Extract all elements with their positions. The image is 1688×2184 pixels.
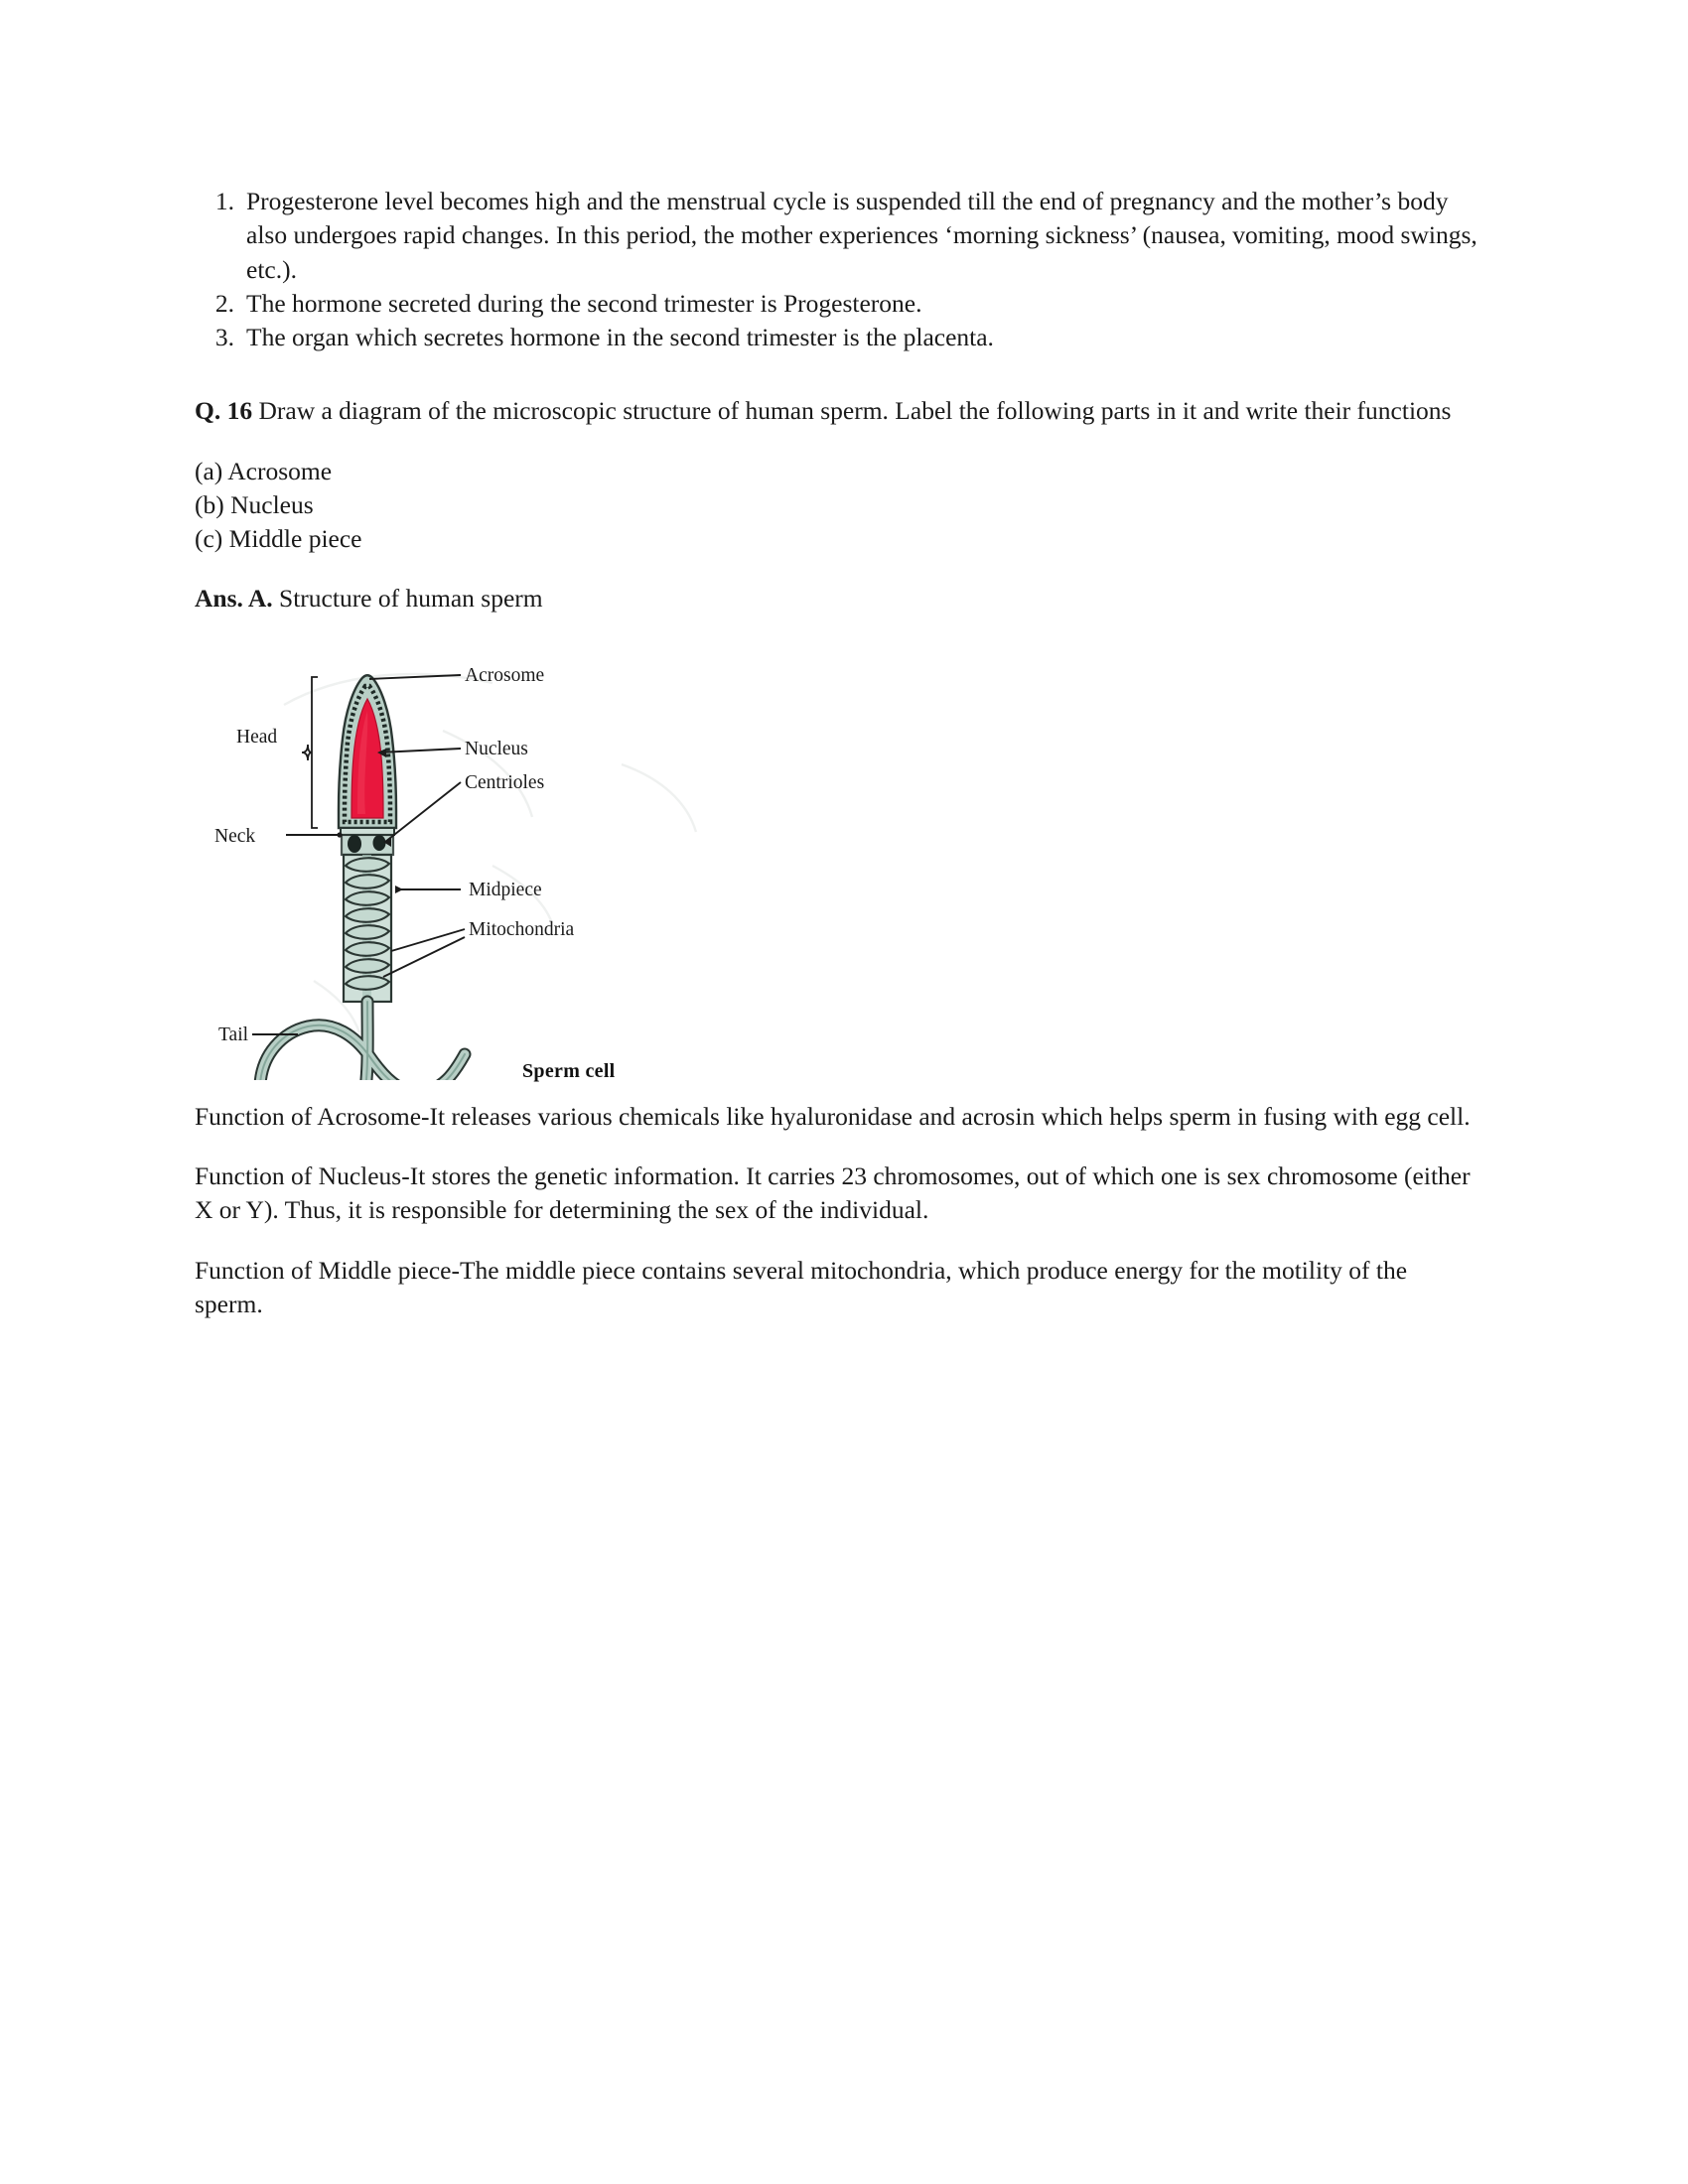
question-part-b: (b) Nucleus — [195, 489, 314, 519]
question-text: Draw a diagram of the microscopic structure of human sperm. Label the following parts in it and write their functions — [252, 396, 1452, 426]
spacer — [195, 354, 1480, 394]
label-neck: Neck — [214, 825, 256, 847]
midpiece-arrowhead — [395, 886, 403, 893]
page-content — [195, 185, 1480, 1321]
figure-caption: Sperm cell — [522, 1059, 616, 1082]
label-centrioles: Centrioles — [465, 771, 545, 793]
list-item-number: 3. — [214, 323, 234, 352]
numbered-list — [195, 185, 1480, 354]
list-item-number: 1. — [214, 187, 234, 215]
list-item-text: The hormone secreted during the second trimester is Progesterone. — [246, 288, 922, 318]
distal-centriole-front — [373, 835, 386, 851]
spacer — [195, 429, 1480, 455]
label-head: Head — [236, 726, 278, 748]
function-middle-piece: Function of Middle piece-The middle piece contains several mitochondria, which produce energy for the motility of the sperm. — [195, 1255, 1408, 1318]
head-brace — [302, 677, 318, 828]
function-acrosome: Function of Acrosome-It releases various chemicals like hyaluronidase and acrosin which helps sperm in fusing with egg cell. — [195, 1101, 1471, 1131]
list-item-text: Progesterone level becomes high and the menstrual cycle is suspended till the end of pregnancy and the mother’s body also undergoes rapid changes. In this period, the mother experiences ‘morning sickness’ (nausea, vomiting, mood swings, etc.). — [246, 187, 1477, 284]
label-tail: Tail — [218, 1024, 249, 1045]
proximal-centriole-front — [348, 835, 361, 853]
mitochondria-leader-2 — [383, 937, 465, 977]
function-nucleus: Function of Nucleus-It stores the genetic information. It carries 23 chromosomes, out of which one is sex chromosome (either X or Y). Thus, it is responsible for determining the sex of the individual. — [195, 1161, 1471, 1225]
label-acrosome: Acrosome — [465, 664, 545, 686]
list-item-number: 2. — [214, 288, 234, 318]
label-mitochondria: Mitochondria — [469, 918, 575, 940]
spacer — [195, 556, 1480, 582]
list-item — [195, 321, 1480, 354]
list-item — [195, 185, 1480, 287]
neck-tick — [337, 832, 342, 837]
answer-block — [195, 582, 1480, 615]
label-midpiece: Midpiece — [469, 879, 542, 900]
answer-text: Structure of human sperm — [272, 583, 543, 613]
list-item — [195, 287, 1480, 321]
answer-label: Ans. A. — [195, 583, 273, 613]
sperm-cell-figure — [195, 653, 1480, 1100]
question-block — [195, 394, 1480, 428]
spacer — [195, 1228, 1480, 1254]
question-label: Q. 16 — [195, 396, 253, 426]
sperm-cell-diagram — [195, 653, 910, 1080]
list-item-text: The organ which secretes hormone in the second trimester is the placenta. — [246, 323, 994, 352]
spacer — [195, 1134, 1480, 1160]
question-part-a: (a) Acrosome — [195, 456, 333, 485]
question-part-c: (c) Middle piece — [195, 523, 362, 553]
label-nucleus: Nucleus — [465, 738, 528, 759]
